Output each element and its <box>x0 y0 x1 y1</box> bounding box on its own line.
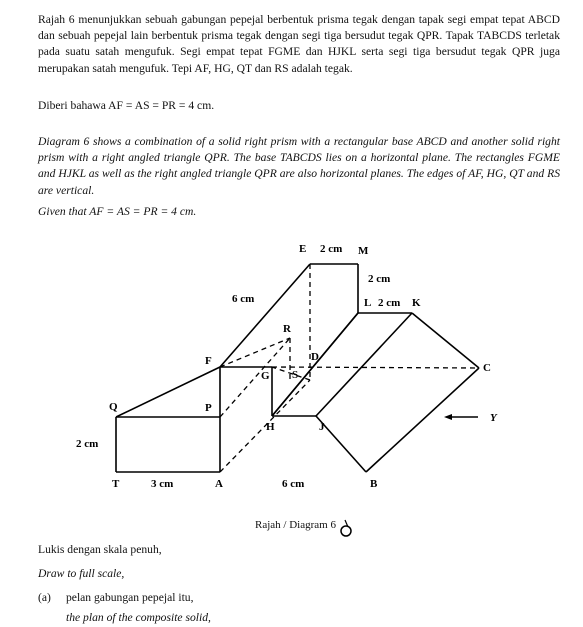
label-F: F <box>205 355 212 367</box>
dim-qt: 2 cm <box>76 438 99 450</box>
label-L: L <box>364 297 372 309</box>
given-english: Given that AF = AS = PR = 4 cm. <box>38 205 197 218</box>
label-Q: Q <box>109 401 118 413</box>
instruction-malay: Lukis dengan skala penuh, <box>38 543 162 556</box>
part-a-english: the plan of the composite solid, <box>66 611 211 624</box>
dim-fe: 6 cm <box>232 293 255 305</box>
dim-ta: 3 cm <box>151 478 174 490</box>
question-english-paragraph: Diagram 6 shows a combination of a solid right prism with a rectangular base ABCD and another solid right prism with a right angled triangle QPR. The base TABCDS lies on a horizontal plane. The rectangles FGME and HJKL as well as the right angled triangle QPR are also horizontal planes. The edges of AF, HG, QT and RS are vertical. <box>38 135 560 197</box>
label-A: A <box>215 478 223 490</box>
label-C: C <box>483 362 491 374</box>
label-K: K <box>412 297 421 309</box>
part-a-label: (a) <box>38 591 51 604</box>
label-H: H <box>266 421 275 433</box>
label-E: E <box>299 243 307 255</box>
label-J: J <box>319 421 325 433</box>
instruction-english: Draw to full scale, <box>38 567 125 580</box>
label-P: P <box>205 402 212 414</box>
diagram-6 <box>0 230 583 530</box>
question-malay-paragraph: Rajah 6 menunjukkan sebuah gabungan pepejal berbentuk prisma tegak dengan tapak segi empat tepat ABCD dan sebuah pepejal lain berbentuk prisma tegak dengan segi tiga bersudut tegak QPR. Tapak TABCDS terletak pada suatu satah mengufuk. Segi empat tepat FGME dan HJKL serta segi tiga bersudut tegak QPR juga merupakan satah mengufuk. Tepi AF, HG, QT dan RS adalah tegak. <box>38 13 560 75</box>
dim-lk: 2 cm <box>378 297 401 309</box>
label-T: T <box>112 478 120 490</box>
label-D: D <box>311 351 319 363</box>
part-a-malay: pelan gabungan pepejal itu, <box>66 591 194 604</box>
label-R: R <box>283 323 291 335</box>
label-S: S <box>292 369 299 381</box>
label-B: B <box>370 478 378 490</box>
label-M: M <box>358 245 369 257</box>
label-G: G <box>261 370 270 382</box>
dim-em: 2 cm <box>320 243 343 255</box>
pen-mark <box>336 518 356 538</box>
dim-ab: 6 cm <box>282 478 305 490</box>
dim-mk: 2 cm <box>368 273 391 285</box>
label-Y: Y <box>490 412 497 424</box>
diagram-caption: Rajah / Diagram 6 <box>255 519 336 531</box>
given-malay: Diberi bahawa AF = AS = PR = 4 cm. <box>38 99 215 112</box>
